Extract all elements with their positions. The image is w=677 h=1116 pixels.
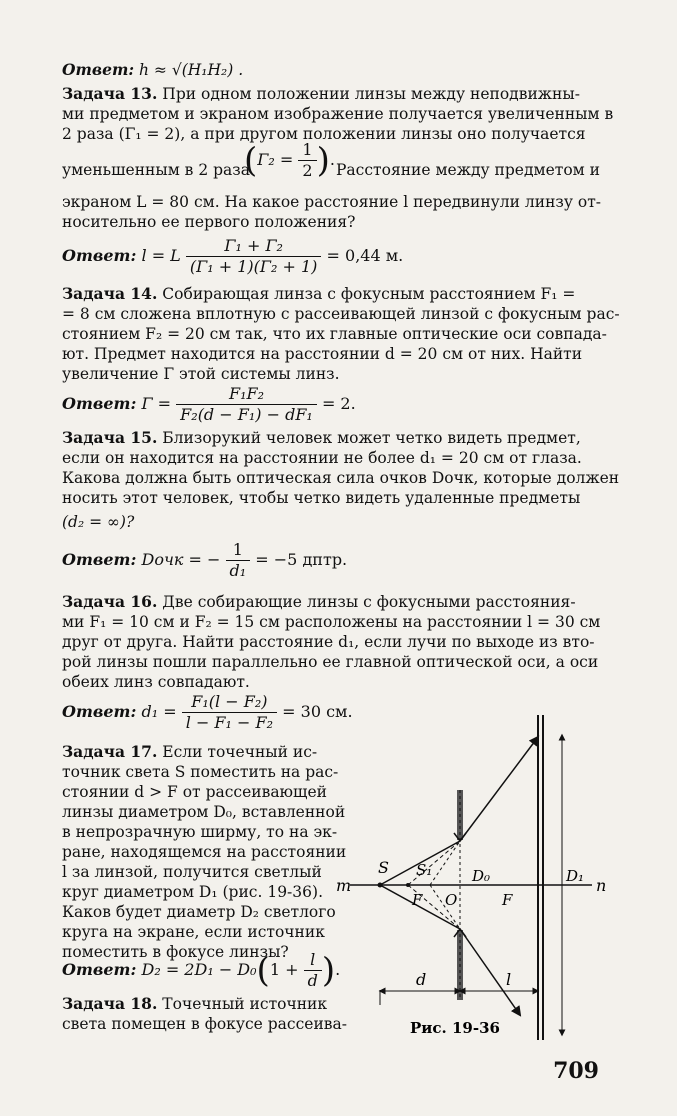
label-D0: D₀ [472,867,491,885]
point-S [378,883,383,888]
task15-line4: носить этот человек, чтобы четко видеть удаленные предметы [62,489,581,507]
task13-line7: носительно ее первого положения? [62,213,356,231]
task15-line3: Какова должна быть оптическая сила очков Dочк, которые должен [62,469,620,487]
task14-line1: Задача 14. Собирающая линза с фокусным расстоянием F₁ = [62,284,576,303]
focal-ray-upper [430,841,460,885]
label-S: S [378,858,389,877]
answer-12: Ответ: h ≈ √(H₁H₂) . [62,60,244,79]
point-S1 [406,883,410,887]
task13-answer: Ответ: l = L $\frac{\text{Γ₁ + Γ₂}}{\text{(Γ₁ + 1)(Γ₂ + 1)}}$ = 0,44 м. [62,236,404,276]
label-l: l [506,970,512,989]
task17-line10: круга на экране, если источник [62,923,325,941]
task17-line2: точник света S поместить на рас- [62,763,339,781]
task17-line9: Каков будет диаметр D₂ светлого [62,903,336,921]
label-S1: S₁ [416,861,433,879]
task13-line5: Расстояние между предметом и [336,161,600,179]
task16-line5: обеих линз совпадают. [62,673,250,691]
task17-line7: l за линзой, получится светлый [62,863,322,881]
task18-line2: света помещен в фокусе рассеива- [62,1015,347,1033]
task17-line11: поместить в фокусе линзы? [62,943,289,961]
ray-upper-out [460,737,538,841]
page-number: 709 [553,1058,599,1084]
figure-19-36 [330,715,630,1045]
task17-line3: стоянии d > F от рассеивающей [62,783,327,801]
task17-line4: линзы диаметром D₀, вставленной [62,803,346,821]
task15-line5: (d₂ = ∞)? [62,513,135,531]
figure-caption: Рис. 19-36 [410,1019,500,1037]
task13-line2: ми предметом и экраном изображение получается увеличенным в [62,105,614,123]
task14-line5: увеличение Γ этой системы линз. [62,365,340,383]
task16-line3: друг от друга. Найти расстояние d₁, если лучи по выходе из вто- [62,633,595,651]
task15-answer: Ответ: Dочк = − $\frac{1}{\text{d₁}}$ = −5 дптр. [62,540,348,580]
task16-answer: Ответ: d₁ = $\frac{\text{F₁(l − F₂)}}{\text{l − F₁ − F₂}}$ = 30 см. [62,692,353,732]
label-d: d [416,970,427,989]
label-F-right: F [502,891,513,909]
task17-line8: круг диаметром D₁ (рис. 19-36). [62,883,323,901]
task16-line2: ми F₁ = 10 см и F₂ = 15 см расположены на расстоянии l = 30 см [62,613,601,631]
task17-line6: ране, находящемся на расстоянии [62,843,347,861]
task13-gamma2-formula: (Γ₂ = $\frac{1}{2}$ ). [244,140,335,181]
task17-line1: Задача 17. Если точечный ис- [62,742,318,761]
label-D1: D₁ [566,867,585,885]
label-n: n [596,876,607,895]
task16-line4: рой линзы пошли параллельно ее главной оптической оси, а оси [62,653,599,671]
task17-line5: в непрозрачную ширму, то на эк- [62,823,338,841]
label-m: m [336,876,352,895]
task17-answer: Ответ: D₂ = 2D₁ − D₀(1 + $\frac{l}{d}$ ). [62,950,341,991]
task15-line2: если он находится на расстоянии не более d₁ = 20 см от глаза. [62,449,582,467]
label-O: O [445,891,458,909]
task13-line3: 2 раза (Γ₁ = 2), а при другом положении линзы оно получается [62,125,586,143]
task18-line1: Задача 18. Точечный источник [62,994,328,1013]
task14-line4: ют. Предмет находится на расстоянии d = 20 см от них. Найти [62,345,583,363]
task15-line1: Задача 15. Близорукий человек может четко видеть предмет, [62,428,581,447]
task13-line4: уменьшенным в 2 раза [62,161,250,179]
task13-line1: Задача 13. При одном положении линзы между неподвижны- [62,84,580,103]
task14-answer: Ответ: Γ = $\frac{\text{F₁F₂}}{\text{F₂(d − F₁) − dF₁}}$ = 2. [62,384,356,424]
task16-line1: Задача 16. Две собирающие линзы с фокусными расстояния- [62,592,576,611]
label-F-left: F [412,891,423,909]
task14-line2: = 8 см сложена вплотную с рассеивающей линзой с фокусным рас- [62,305,620,323]
task13-line6: экраном L = 80 см. На какое расстояние l передвинули линзу от- [62,193,602,211]
task14-line3: стоянием F₂ = 20 см так, что их главные оптические оси совпада- [62,325,607,343]
